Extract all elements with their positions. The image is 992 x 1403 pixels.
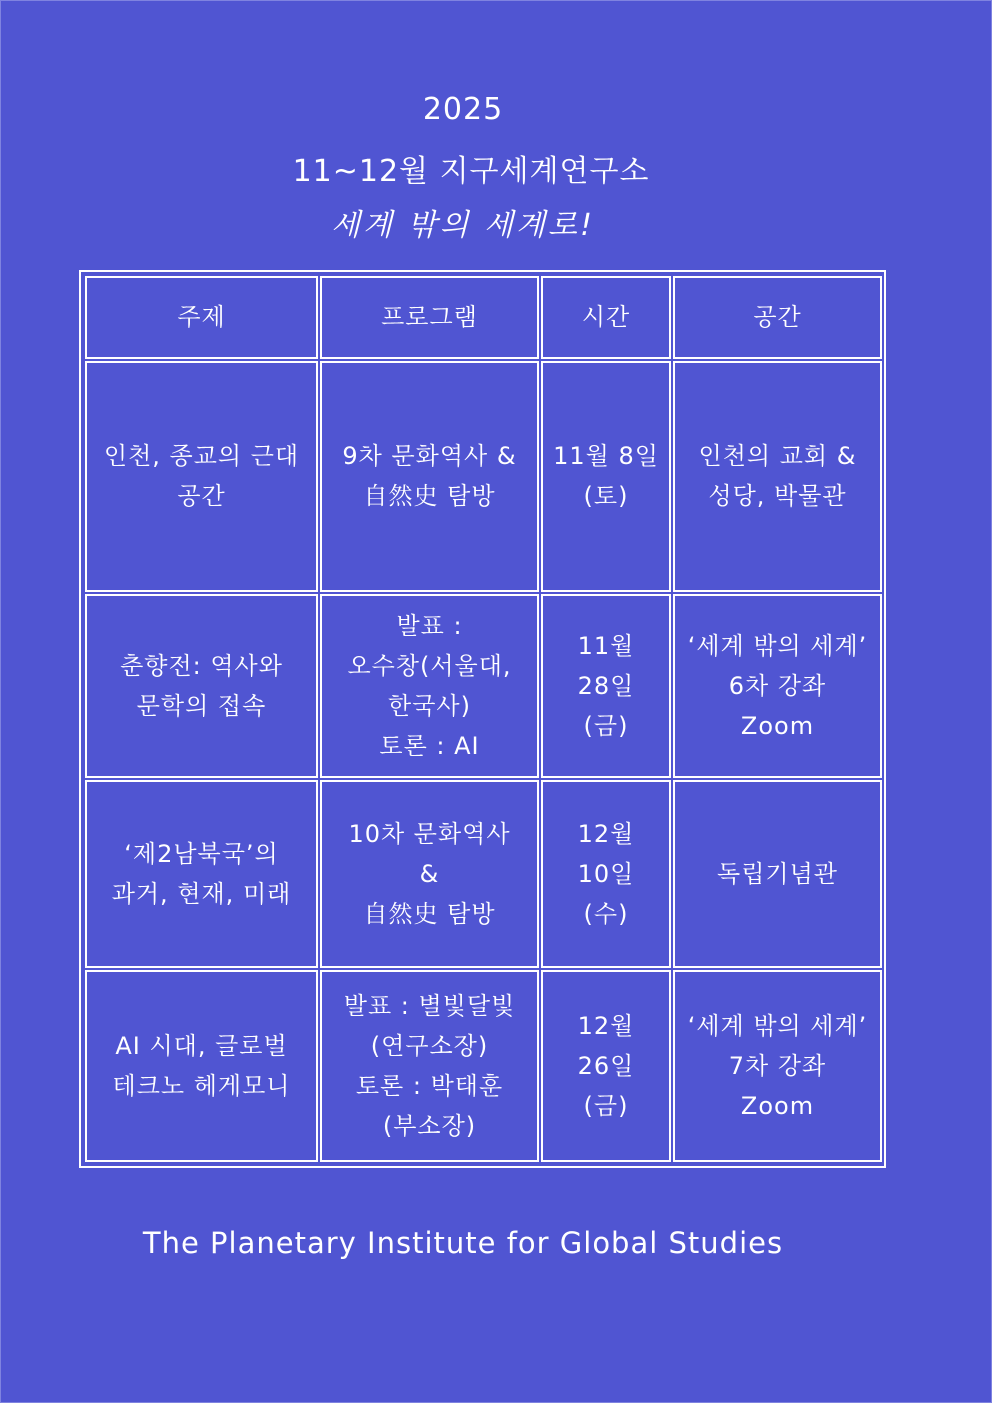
table-row (85, 780, 882, 968)
table-row (85, 970, 882, 1162)
column-header-time: 시간 (541, 276, 671, 359)
cell-time: 11월 8일 (토) (541, 361, 671, 592)
cell-topic: ‘제2남북국’의 과거, 현재, 미래 (85, 780, 318, 968)
cell-topic: AI 시대, 글로벌 테크노 헤게모니 (85, 970, 318, 1162)
column-header-program: 프로그램 (320, 276, 539, 359)
schedule-table-frame (79, 270, 886, 1168)
cell-place: 인천의 교회 & 성당, 박물관 (673, 361, 882, 592)
schedule-table (83, 274, 884, 1164)
table-row (85, 594, 882, 778)
poster-title: 11~12월 지구세계연구소 (292, 154, 650, 189)
cell-program: 발표 : 오수창(서울대, 한국사) 토론 : AI (320, 594, 539, 778)
organization-name: The Planetary Institute for Global Studies (142, 1226, 784, 1260)
poster-year: 2025 (422, 92, 504, 127)
table-row (85, 361, 882, 592)
cell-program: 발표 : 별빛달빛 (연구소장) 토론 : 박태훈 (부소장) (320, 970, 539, 1162)
cell-program: 10차 문화역사 & 自然史 탐방 (320, 780, 539, 968)
column-header-place: 공간 (673, 276, 882, 359)
cell-place: 독립기념관 (673, 780, 882, 968)
cell-time: 11월 28일 (금) (541, 594, 671, 778)
cell-time: 12월 26일 (금) (541, 970, 671, 1162)
cell-program: 9차 문화역사 & 自然史 탐방 (320, 361, 539, 592)
cell-topic: 춘향전: 역사와 문학의 접속 (85, 594, 318, 778)
cell-place: ‘세계 밖의 세계’ 6차 강좌 Zoom (673, 594, 882, 778)
column-header-topic: 주제 (85, 276, 318, 359)
table-header-row (85, 276, 882, 359)
cell-topic: 인천, 종교의 근대 공간 (85, 361, 318, 592)
poster-subtitle: 세계 밖의 세계로! (331, 208, 595, 243)
cell-time: 12월 10일 (수) (541, 780, 671, 968)
cell-place: ‘세계 밖의 세계’ 7차 강좌 Zoom (673, 970, 882, 1162)
